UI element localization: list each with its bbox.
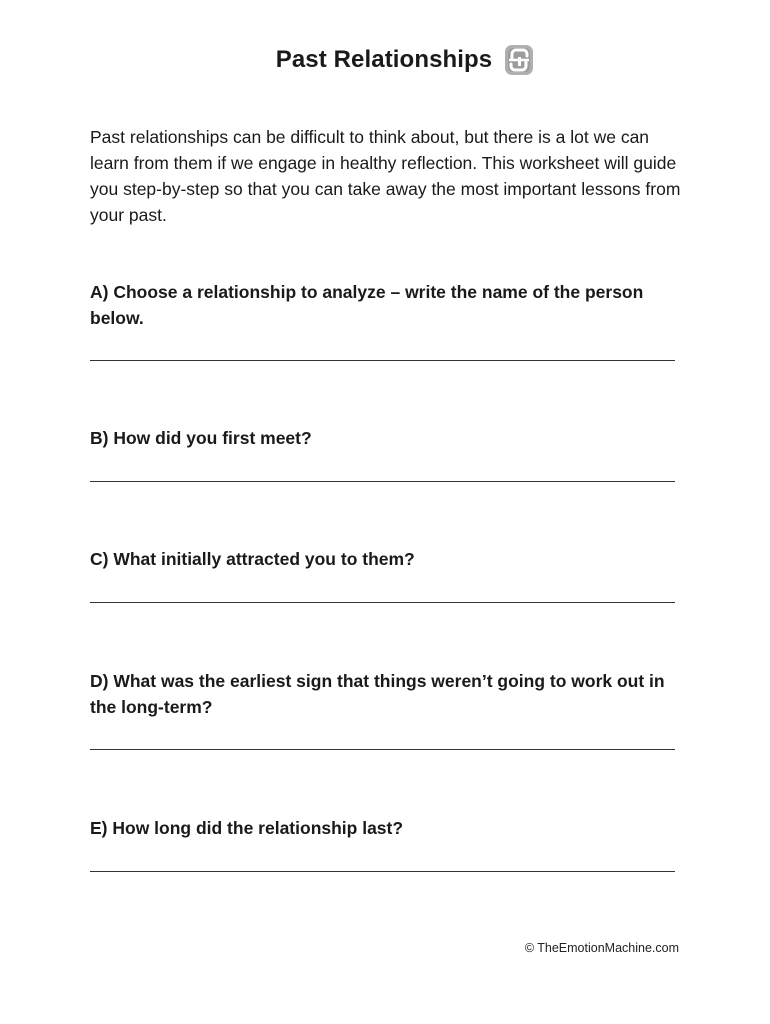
answer-line-c[interactable] [90,602,675,603]
question-a: A) Choose a relationship to analyze – write the name of the person below. [90,282,644,328]
footer-copyright: © TheEmotionMachine.com [524,941,679,955]
question-c: C) What initially attracted you to them? [90,549,415,569]
answer-line-e[interactable] [90,871,675,872]
question-b: B) How did you first meet? [90,428,312,448]
question-d: D) What was the earliest sign that things weren’t going to work out in the long-term? [90,671,665,717]
answer-line-d[interactable] [90,749,675,750]
broken-link-icon [504,44,534,76]
title-row [0,44,770,76]
question-e: E) How long did the relationship last? [90,818,404,838]
answer-line-b[interactable] [90,481,675,482]
intro-paragraph: Past relationships can be difficult to think about, but there is a lot we can learn from them if we engage in healthy reflection. This worksheet will guide you step-by-step so that you can take away the most important lessons from your past. [90,127,681,225]
answer-line-a[interactable] [90,360,675,361]
page-title: Past Relationships [275,46,493,73]
